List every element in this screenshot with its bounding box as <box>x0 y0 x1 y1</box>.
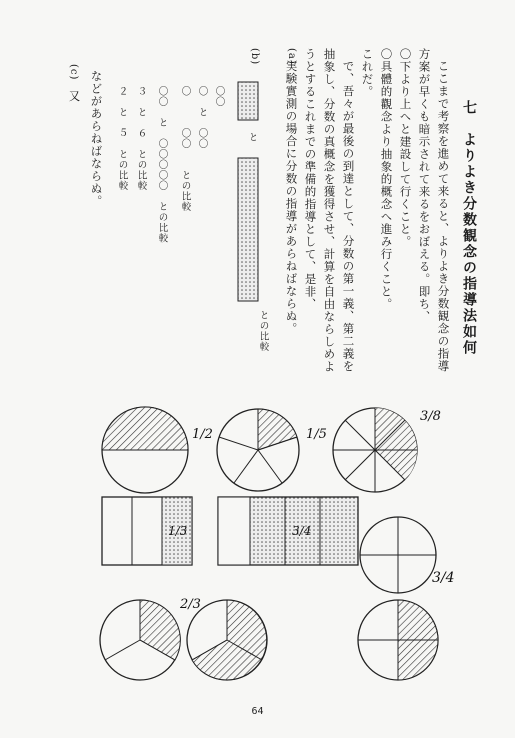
label-three-quarters-rect: 3/4 <box>292 524 312 538</box>
page-number: 64 <box>251 706 264 717</box>
circle-quarters-bottom <box>358 600 438 680</box>
b-circle-row3: 〇 〇〇 との比較 <box>179 86 191 212</box>
section-heading: 七 よりよき分数観念の指導法如何 <box>461 100 477 356</box>
paragraph2-line2: 抽象し、分数の真概念を獲得させ、計算を自由ならしめよ <box>322 48 337 373</box>
b-circle-row2: 〇 と 〇〇 <box>196 86 208 149</box>
marker-c: (c) <box>68 64 79 81</box>
b-circle-row1: 〇〇 <box>213 86 225 107</box>
circle-fifth <box>217 409 299 491</box>
paragraph2-line1: で、吾々が最後の到達として、分数の第一義、第二義を <box>341 60 356 373</box>
b-closing: などがあらねばならぬ。 <box>89 70 104 208</box>
paragraph2-line4: 実験實測の場合に分数の指導があらねばならぬ。 <box>284 60 299 335</box>
circle-thirds-left <box>100 600 180 680</box>
label-two-thirds: 2/3 <box>180 597 201 612</box>
label-third-rect: 1/3 <box>168 524 188 538</box>
b-number-row1: ３ と ６ との比較 <box>135 86 147 191</box>
circle-three-eighths <box>333 408 417 492</box>
label-three-eighths: 3/8 <box>420 409 441 424</box>
marker-b: (b) <box>249 48 260 66</box>
paragraph1-line2: 方案が早くも暗示されて来るをおぼえる。即ち、 <box>417 48 432 323</box>
rect-quarters <box>218 497 358 565</box>
b-short-rect <box>238 82 258 120</box>
marker-a: (a) <box>286 48 297 65</box>
c-text: 又 <box>67 90 82 103</box>
paragraph1-line1: ここまで考察を進めて来ると、よりよき分数観念の指導 <box>436 60 451 373</box>
label-three-quarters: 3/4 <box>432 570 455 586</box>
b-to: と <box>246 132 258 143</box>
label-fifth: 1/5 <box>306 427 327 442</box>
b-long-rect <box>238 158 258 301</box>
paragraph1-line4: 〇具體的觀念より抽象的概念へ進み行くこと。 <box>379 48 394 311</box>
paragraph1-line3: 〇下より上へと建設して行くこと。 <box>398 48 413 248</box>
circle-half <box>102 407 188 493</box>
b-circle-row4: 〇〇 と 〇〇〇〇〇 との比較 <box>156 86 168 244</box>
b-compare-label: との比較 <box>257 310 269 352</box>
circle-two-thirds-right <box>187 600 267 680</box>
paragraph2-line3: うとするこれまでの準備的指導として、是非、 <box>303 48 318 311</box>
circle-quarters-top <box>360 517 436 593</box>
b-number-row2: ２ と ５ との比較 <box>116 86 128 191</box>
paragraph1-line5: これだ。 <box>360 48 375 98</box>
label-half: 1/2 <box>192 427 213 442</box>
